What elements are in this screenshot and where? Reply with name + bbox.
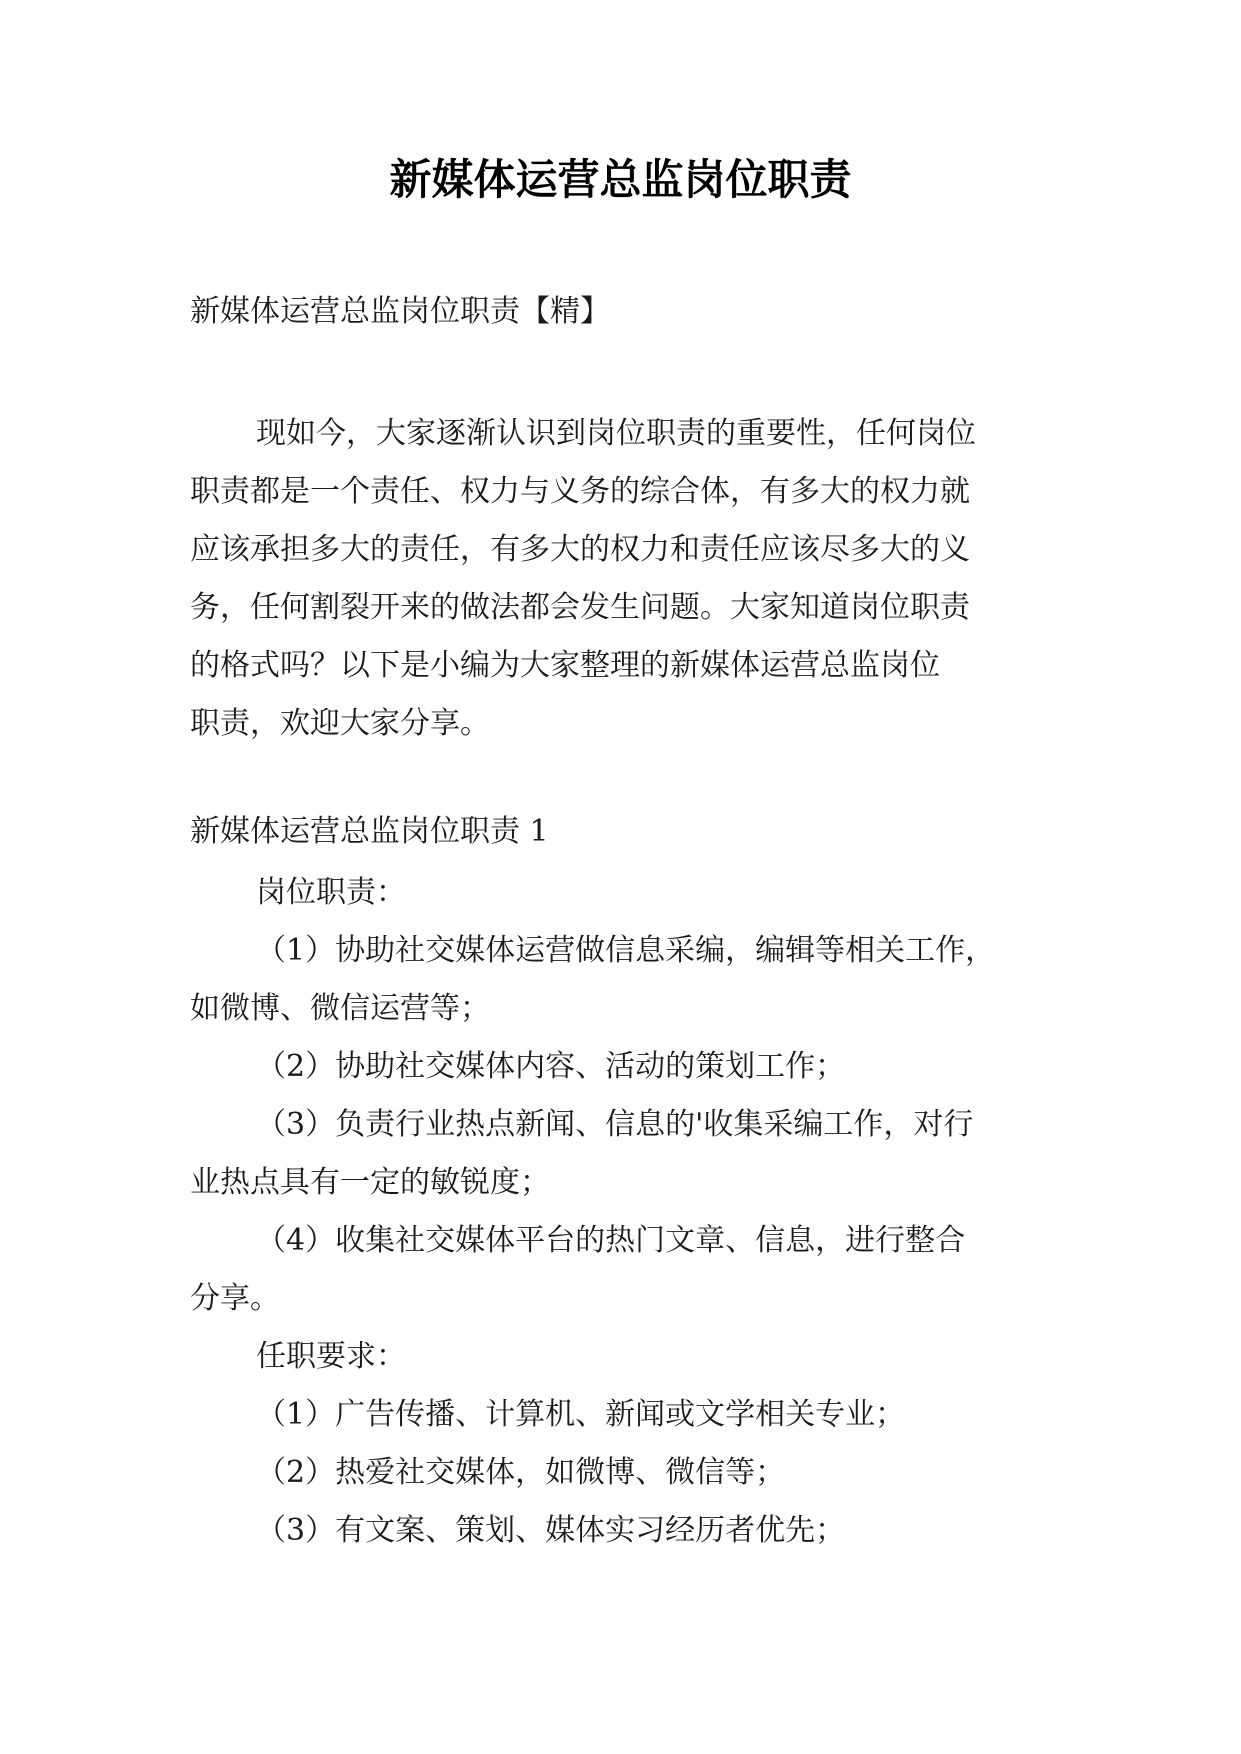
duty-item: （1）协助社交媒体运营做信息采编，编辑等相关工作， xyxy=(256,933,996,968)
duty-item-continuation: 分享。 xyxy=(190,1281,280,1316)
intro-line: 职责，欢迎大家分享。 xyxy=(190,706,490,741)
intro-paragraph xyxy=(190,405,1070,753)
document-title: 新媒体运营总监岗位职责 xyxy=(389,155,852,204)
intro-line: 职责都是一个责任、权力与义务的综合体，有多大的权力就 xyxy=(190,474,970,509)
duty-item: （2）协助社交媒体内容、活动的策划工作； xyxy=(256,1049,846,1084)
requirement-item: （2）热爱社交媒体，如微博、微信等； xyxy=(256,1455,786,1490)
duties-label: 岗位职责： xyxy=(256,875,406,910)
document-subtitle: 新媒体运营总监岗位职责【精】 xyxy=(190,294,610,329)
requirement-item: （3）有文案、策划、媒体实习经历者优先； xyxy=(256,1513,846,1548)
duty-item-continuation: 业热点具有一定的敏锐度； xyxy=(190,1165,550,1200)
intro-line: 的格式吗？以下是小编为大家整理的新媒体运营总监岗位 xyxy=(190,648,940,683)
duty-item: （3）负责行业热点新闻、信息的'收集采编工作，对行 xyxy=(256,1107,974,1142)
requirements-label: 任职要求： xyxy=(256,1339,406,1374)
requirement-item: （1）广告传播、计算机、新闻或文学相关专业； xyxy=(256,1397,906,1432)
duty-item-continuation: 如微博、微信运营等； xyxy=(190,991,490,1026)
intro-line: 务，任何割裂开来的做法都会发生问题。大家知道岗位职责 xyxy=(190,590,970,625)
duty-item: （4）收集社交媒体平台的热门文章、信息，进行整合 xyxy=(256,1223,966,1258)
section-body xyxy=(190,864,1090,1560)
section-heading: 新媒体运营总监岗位职责 1 xyxy=(190,814,549,849)
intro-line: 现如今，大家逐渐认识到岗位职责的重要性，任何岗位 xyxy=(256,416,976,451)
intro-line: 应该承担多大的责任，有多大的权力和责任应该尽多大的义 xyxy=(190,532,970,567)
